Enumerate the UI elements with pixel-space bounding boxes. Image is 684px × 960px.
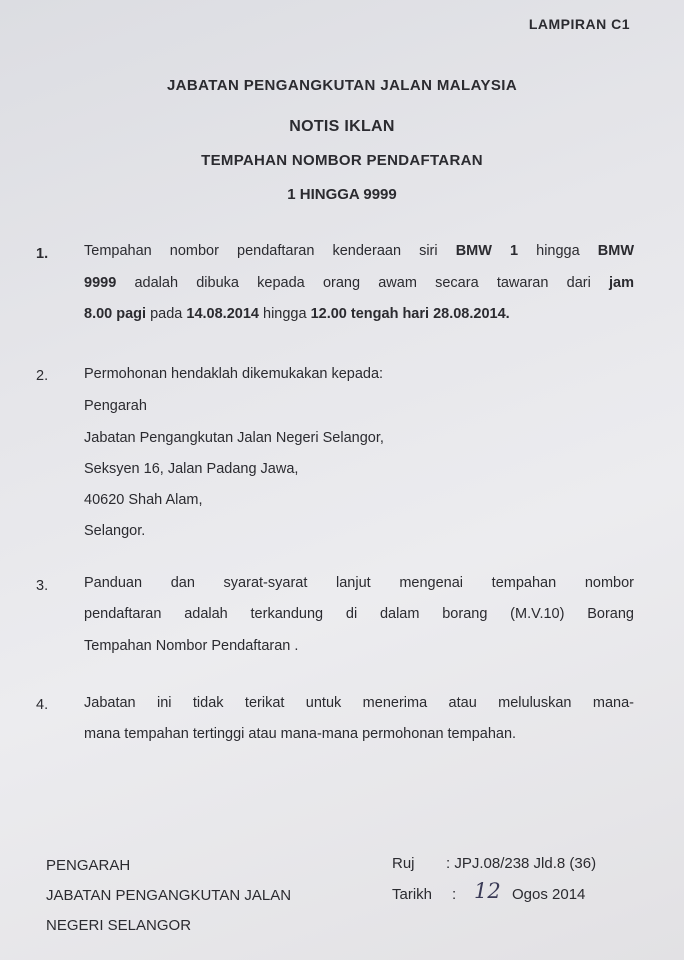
date-colon: : bbox=[452, 886, 457, 903]
signatory-line: JABATAN PENGANGKUTAN JALAN bbox=[46, 887, 292, 904]
address-line: Seksyen 16, Jalan Padang Jawa, bbox=[84, 461, 299, 477]
lampiran-label: LAMPIRAN C1 bbox=[528, 16, 630, 32]
section-1-text: hingga bbox=[263, 306, 307, 322]
section-1-text: adalah dibuka kepada orang awam secara tawaran dari bbox=[134, 275, 591, 291]
section-1-line-1 bbox=[84, 235, 634, 267]
signatory-line: NEGERI SELANGOR bbox=[46, 917, 192, 934]
section-1-text: pada bbox=[150, 306, 183, 322]
section-1-text: jam bbox=[609, 275, 635, 291]
section-4-line: mana tempahan tertinggi atau mana-mana permohonan tempahan. bbox=[84, 726, 517, 742]
address-line: Pengarah bbox=[84, 398, 147, 414]
open-time: 8.00 pagi bbox=[84, 306, 147, 322]
handwritten-date-day: 12 bbox=[474, 879, 501, 903]
reference-label: Ruj bbox=[392, 855, 415, 872]
section-1-line-3 bbox=[84, 298, 634, 330]
date-label: Tarikh bbox=[392, 886, 433, 903]
reference-value: : JPJ.08/238 Jld.8 (36) bbox=[446, 855, 597, 872]
section-2-number: 2. bbox=[36, 368, 49, 384]
section-1-text: Tempahan nombor pendaftaran kenderaan siri bbox=[84, 243, 438, 259]
section-3-line: Panduan dan syarat-syarat lanjut mengenai tempahan nombor bbox=[84, 575, 634, 591]
section-4-line: Jabatan ini tidak terikat untuk menerima atau meluluskan mana- bbox=[84, 695, 634, 711]
section-2-line: Permohonan hendaklah dikemukakan kepada: bbox=[84, 366, 384, 382]
open-date: 14.08.2014 bbox=[186, 306, 259, 322]
section-3-line: pendaftaran adalah terkandung di dalam borang (M.V.10) Borang bbox=[84, 606, 634, 622]
signatory-line: PENGARAH bbox=[46, 857, 131, 874]
agency-heading: JABATAN PENGANGKUTAN JALAN MALAYSIA bbox=[166, 77, 518, 94]
section-1-text: hingga bbox=[536, 243, 580, 259]
address-line: Selangor. bbox=[84, 523, 146, 539]
number-range: 1 HINGGA 9999 bbox=[287, 186, 397, 203]
address-line: 40620 Shah Alam, bbox=[84, 492, 203, 508]
series-end: 9999 bbox=[84, 275, 117, 291]
section-3-number: 3. bbox=[36, 578, 49, 594]
section-1-number: 1. bbox=[36, 246, 49, 262]
date-month-year: Ogos 2014 bbox=[512, 886, 586, 903]
close-datetime: 12.00 tengah hari 28.08.2014. bbox=[310, 306, 510, 322]
series-start: BMW 1 bbox=[455, 243, 519, 259]
notice-subtitle: TEMPAHAN NOMBOR PENDAFTARAN bbox=[201, 152, 483, 169]
address-line: Jabatan Pengangkutan Jalan Negeri Selangor, bbox=[84, 430, 384, 446]
section-4-number: 4. bbox=[36, 697, 49, 713]
series-prefix: BMW bbox=[597, 243, 635, 259]
section-3-line: Tempahan Nombor Pendaftaran . bbox=[84, 638, 299, 654]
notice-title: NOTIS IKLAN bbox=[289, 118, 395, 135]
section-1-line-2 bbox=[84, 267, 634, 299]
